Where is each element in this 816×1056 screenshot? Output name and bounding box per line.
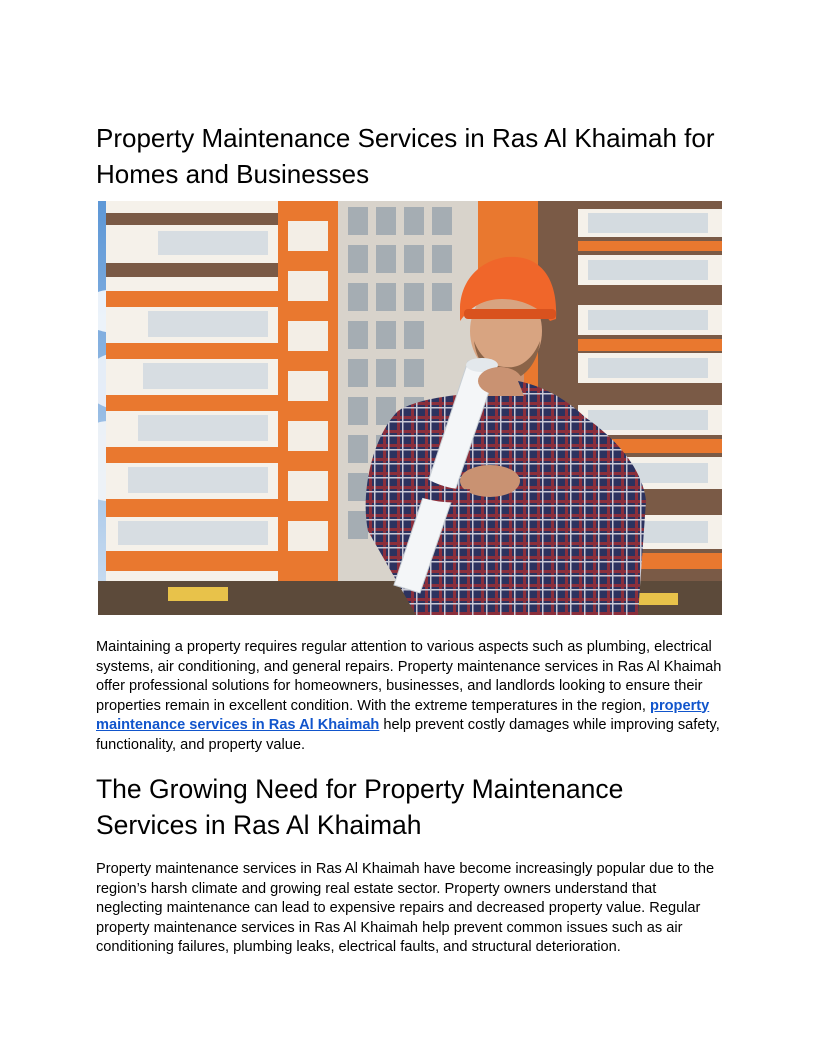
section-paragraph: Property maintenance services in Ras Al Khaimah have become increasingly popular due to the region’s harsh climate and growing real estate sector. Property owners understand that neglecting maintenance can lead to expensive repairs and decreased property value. Regular property maintenance services in Ras Al Khaimah help prevent common issues such as air conditioning failures, plumbing leaks, electrical faults, and structural deterioration. [96,861,715,955]
property-maintenance-link[interactable]: property maintenance services in Ras Al Khaimah [96,697,710,733]
section-heading: The Growing Need for Property Maintenance Services in Ras Al Khaimah [96,774,624,840]
intro-text-after-link: help prevent costly damages while improving safety, functionality, and property value. [96,717,720,753]
hero-image [98,201,722,615]
intro-text-before-link: Maintaining a property requires regular attention to various aspects such as plumbing, electrical systems, air conditioning, and general repairs. Property maintenance services in Ras Al Khaimah offer professional solutions for homeowners, businesses, and landlords looking to ensure their properties remain in excellent condition. With the extreme temperatures in the region, [96,639,722,714]
intro-paragraph [96,638,724,755]
page-title: Property Maintenance Services in Ras Al Khaimah for Homes and Businesses [96,123,715,189]
